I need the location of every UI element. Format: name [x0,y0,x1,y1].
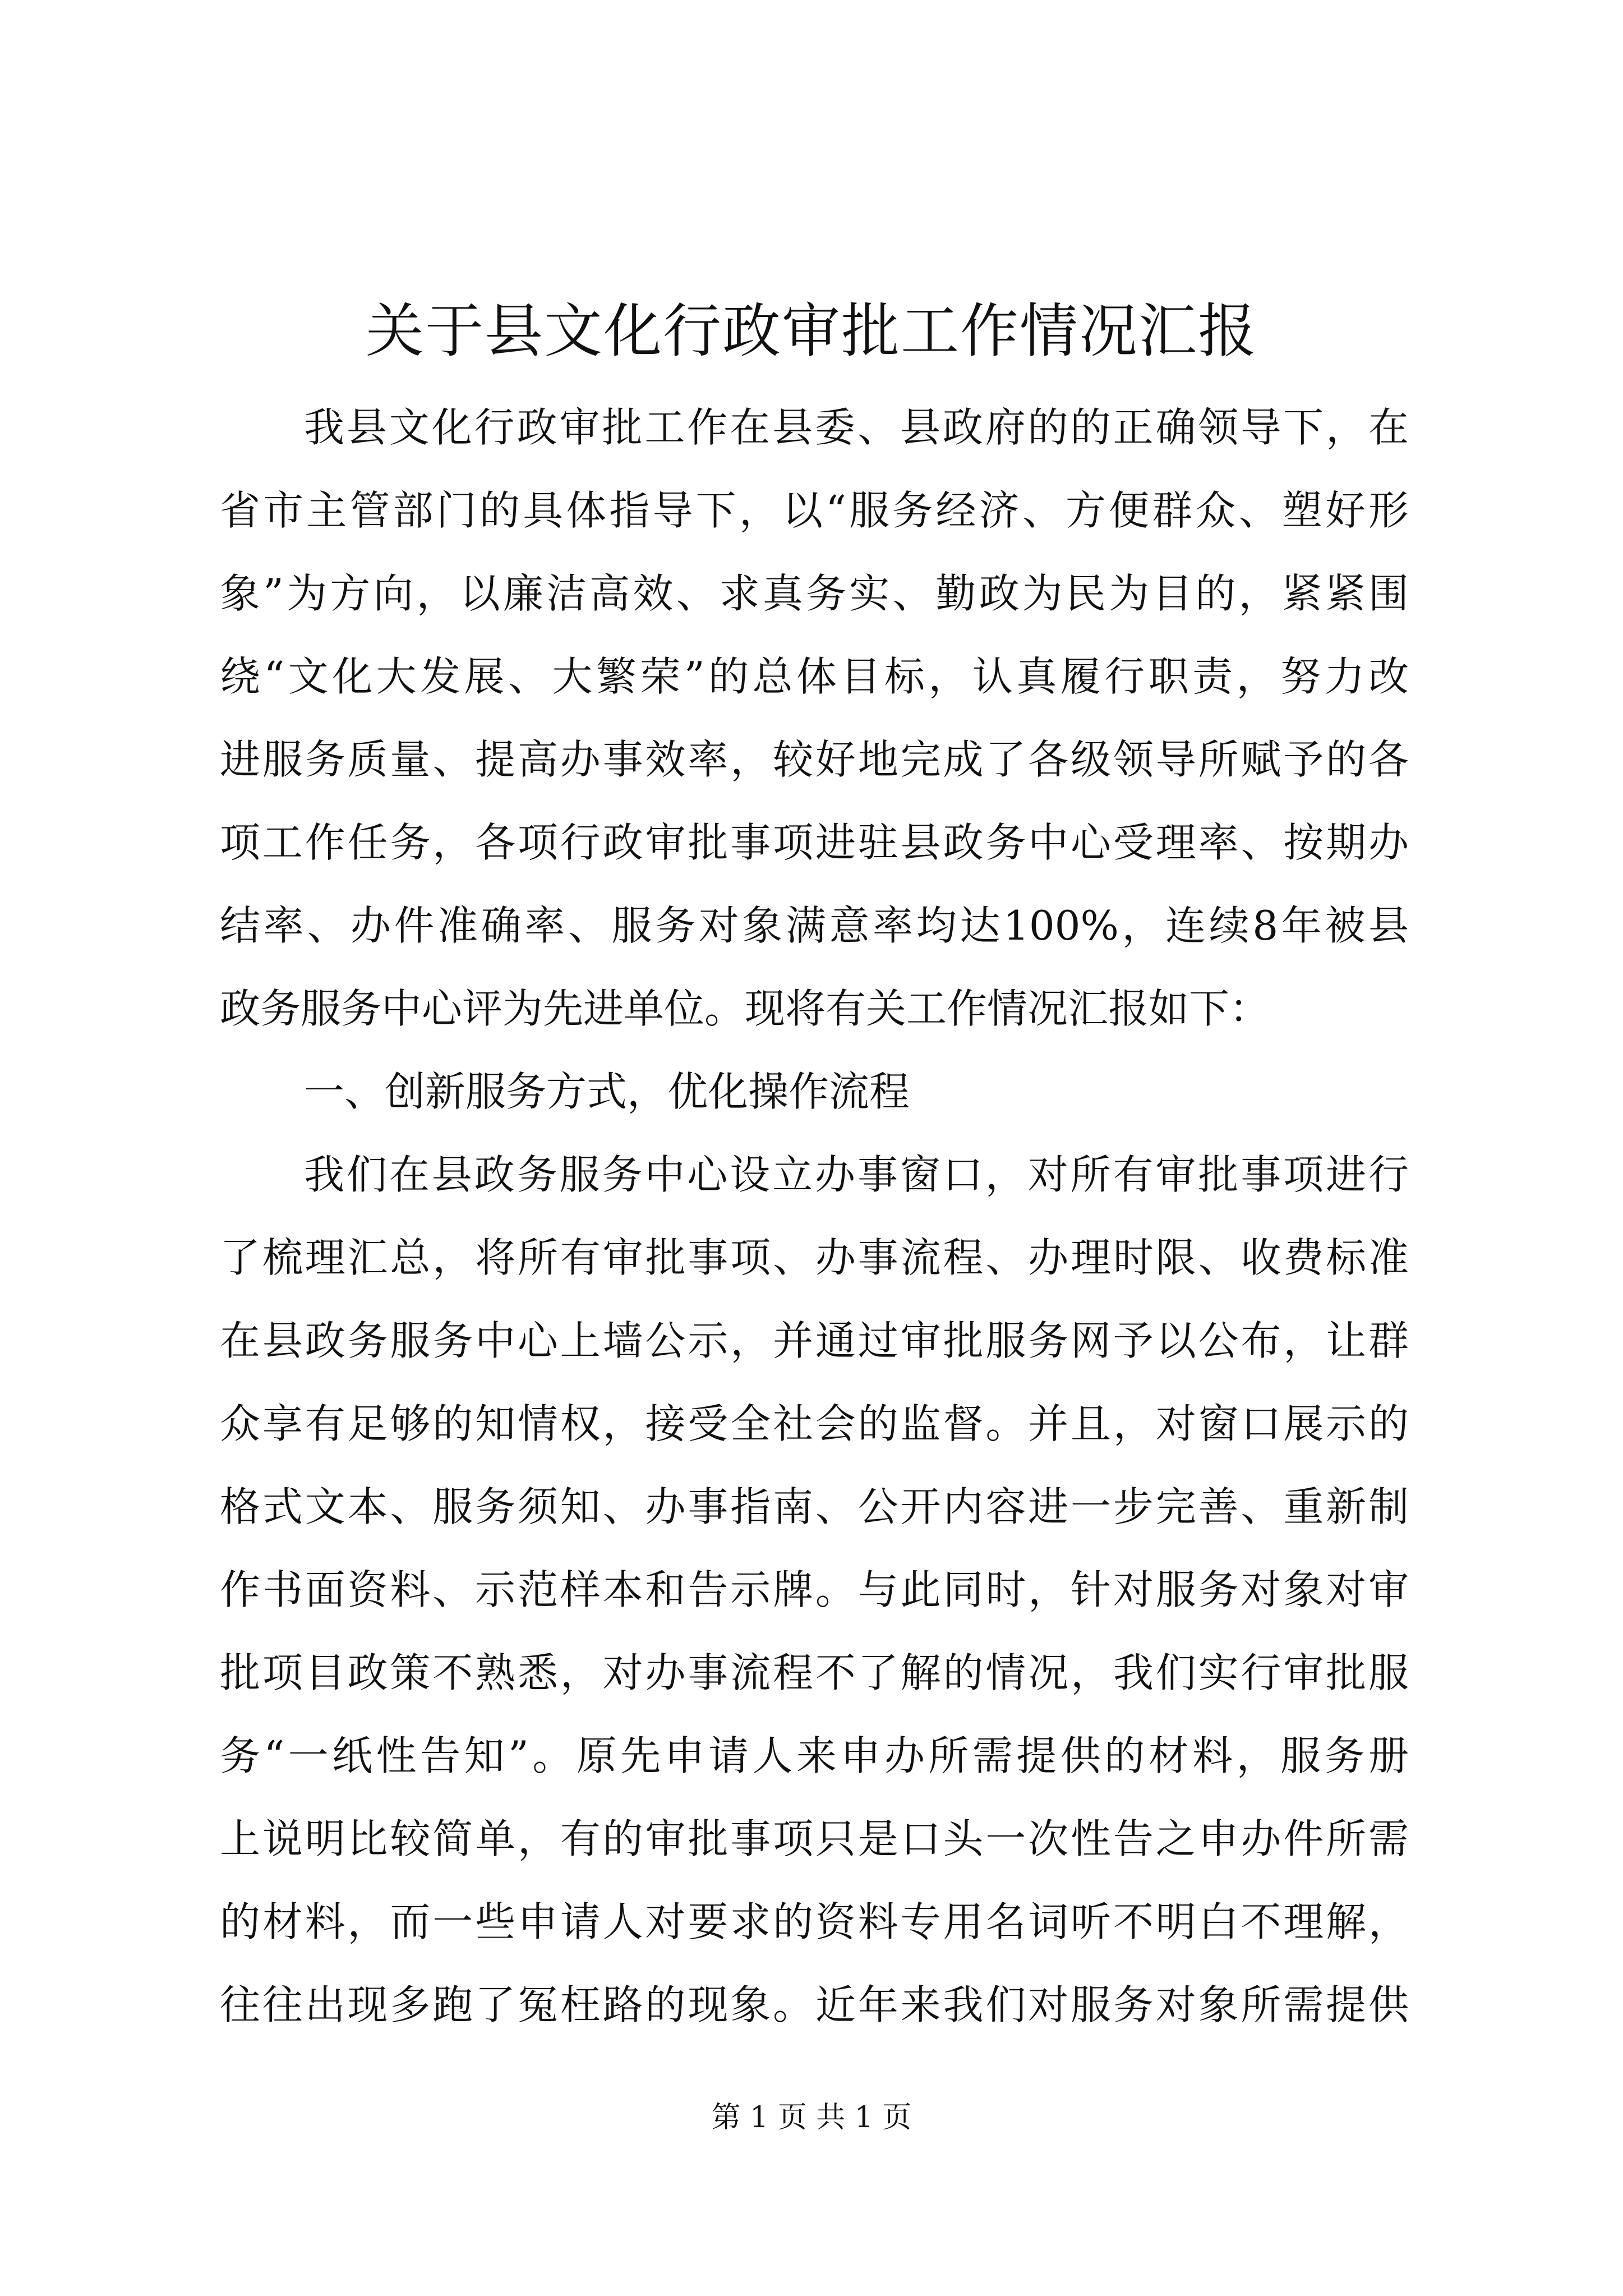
paragraph-line: 批项目政策不熟悉，对办事流程不了解的情况，我们实行审批服 [220,1649,1409,1696]
document-title: 关于县文化行政审批工作情况汇报 [365,297,1257,365]
paragraph-line: 结率、办件准确率、服务对象满意率均达100%，连续8年被县 [220,902,1409,949]
paragraph-line: 格式文本、服务须知、办事指南、公开内容进一步完善、重新制 [220,1483,1409,1530]
paragraph-line: 我县文化行政审批工作在县委、县政府的的正确领导下，在 [304,404,1409,451]
paragraph-line: 我们在县政务服务中心设立办事窗口，对所有审批事项进行 [304,1151,1409,1198]
paragraph-line: 了梳理汇总，将所有审批事项、办事流程、办理时限、收费标准 [220,1234,1409,1281]
document-body [220,386,1409,2046]
page-footer: 第 1 页 共 1 页 [711,2101,912,2134]
paragraph-line: 作书面资料、示范样本和告示牌。与此同时，针对服务对象对审 [220,1566,1409,1613]
paragraph-line: 政务服务中心评为先进单位。现将有关工作情况汇报如下： [220,985,1270,1032]
paragraph-line: 省市主管部门的具体指导下，以“服务经济、方便群众、塑好形 [220,487,1409,534]
paragraph-line: 往往出现多跑了冤枉路的现象。近年来我们对服务对象所需提供 [220,1981,1409,2028]
paragraph-line: 进服务质量、提高办事效率，较好地完成了各级领导所赋予的各 [220,736,1409,783]
paragraph-line: 绕“文化大发展、大繁荣”的总体目标，认真履行职责，努力改 [220,653,1409,700]
paragraph-line: 务“一纸性告知”。原先申请人来申办所需提供的材料，服务册 [220,1732,1409,1779]
paragraph-line: 众享有足够的知情权，接受全社会的监督。并且，对窗口展示的 [220,1400,1409,1447]
paragraph-line: 在县政务服务中心上墙公示，并通过审批服务网予以公布，让群 [220,1317,1409,1364]
section-heading: 一、创新服务方式，优化操作流程 [304,1068,910,1115]
paragraph-line: 上说明比较简单，有的审批事项只是口头一次性告之申办件所需 [220,1815,1409,1862]
paragraph-line: 的材料，而一些申请人对要求的资料专用名词听不明白不理解， [220,1898,1409,1945]
paragraph-line: 象”为方向，以廉洁高效、求真务实、勤政为民为目的，紧紧围 [220,570,1409,617]
paragraph-line: 项工作任务，各项行政审批事项进驻县政务中心受理率、按期办 [220,819,1409,866]
